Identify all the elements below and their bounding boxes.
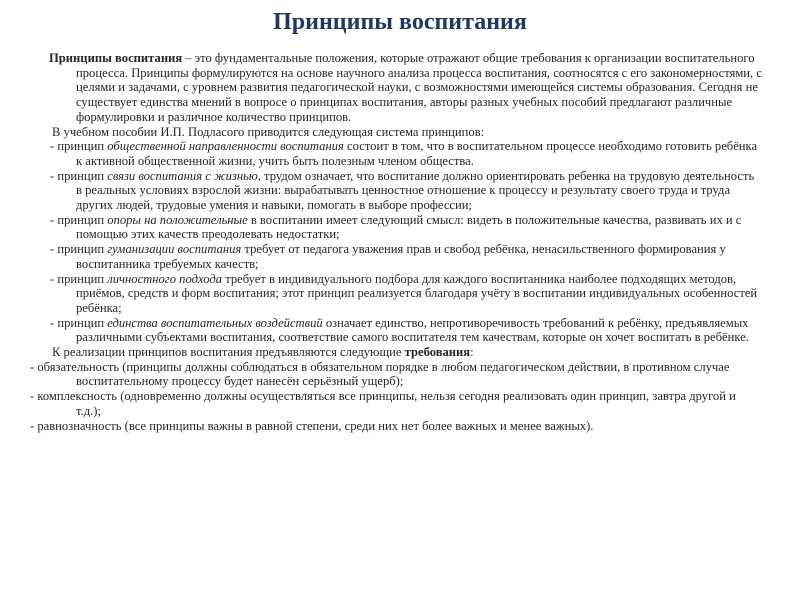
principle-text: означает единство, непротиворечивость требований к ребёнку, предъявляемых различными субъектами воспитания, соответствие самого воспитателя тем качествам, которые он хочет воспитать в ребёнке.: [76, 315, 749, 345]
principle-prefix: - принцип: [50, 139, 108, 154]
principle-prefix: - принцип: [50, 212, 108, 227]
requirement-item: [28, 389, 763, 418]
requirements-intro: [28, 345, 763, 360]
requirement-item: [28, 360, 763, 389]
intro-text: – это фундаментальные положения, которые отражают общие требования к организации воспитательного процесса. Принципы формулируются на основе научного анализа процесса воспитания, соотносятся с его закономерностями, с целями и задачами, с уровнем развития педагогической науки, с возможностями имеющейся системы образования. Сегодня не существует единства мнений в вопросе о принципах воспитания, авторы разных учебных пособий предлагают различные формулировки и различное количество принципов.: [76, 51, 762, 124]
requirements-intro-text: К реализации принципов воспитания предъявляются следующие: [52, 345, 405, 360]
principle-text: требует от педагога уважения прав и свобод ребёнка, ненасильственного формирования у воспитанника требуемых качеств;: [76, 242, 726, 271]
slide-body: [28, 51, 763, 433]
requirement-text: обязательность (принципы должны соблюдаться в обязательном порядке в любом педагогическом действии, в противном случае воспитательному процессу будет нанесён серьёзный ущерб);: [37, 359, 730, 389]
intro-term: Принципы воспитания: [49, 51, 183, 65]
requirement-text: равнозначность (все принципы важны в равной степени, среди них нет более важных и менее важных).: [37, 418, 594, 433]
requirement-text: комплексность (одновременно должны осуществляться все принципы, нельзя сегодня реализовать один принцип, завтра другой и т.д.);: [37, 389, 736, 418]
principle-text: состоит в том, что в воспитательном процессе необходимо готовить ребёнка к активной общественной жизни, учить быть полезным членом общества.: [76, 139, 758, 168]
principle-item: [28, 213, 763, 242]
principle-name: связи воспитания с жизнью: [107, 168, 258, 183]
requirement-item: [28, 419, 763, 434]
principle-name: единства воспитательных воздействий: [107, 315, 323, 330]
principle-name: общественной направленности воспитания: [107, 139, 344, 154]
principle-item: [28, 139, 763, 168]
intro-paragraph: [28, 51, 763, 125]
principle-item: [28, 169, 763, 213]
slide-title: Принципы воспитания: [273, 9, 527, 35]
principle-name: личностного подхода: [107, 271, 223, 286]
principle-text: в воспитании имеет следующий смысл: видеть в положительные качества, развивать их и с помощью этих качеств преодолевать недостатки;: [76, 212, 742, 242]
principle-prefix: - принцип: [50, 315, 108, 330]
principle-prefix: - принцип: [50, 242, 108, 257]
requirement-prefix: -: [30, 418, 38, 433]
principle-item: [28, 316, 763, 345]
requirement-prefix: -: [30, 359, 38, 374]
principle-prefix: - принцип: [50, 168, 108, 183]
principle-name: опоры на положительные: [107, 212, 248, 227]
requirements-term: требования: [404, 345, 471, 360]
principle-prefix: - принцип: [50, 271, 108, 286]
source-note: В учебном пособии И.П. Подласого приводится следующая система принципов:: [52, 124, 485, 139]
principle-item: [28, 272, 763, 316]
requirements-intro-end: :: [470, 345, 474, 360]
requirement-prefix: -: [30, 389, 38, 404]
principle-item: [28, 242, 763, 271]
principle-text: требует в индивидуального подбора для каждого воспитанника наиболее подходящих методов, приёмов, средств и форм воспитания; этот принцип реализуется благодаря учёту в воспитании индивидуальных особенностей ребёнка;: [76, 271, 758, 315]
principle-name: гуманизации воспитания: [107, 242, 242, 257]
principle-text: , трудом означает, что воспитание должно ориентировать ребенка на трудовую деятельность в реальных условиях взрослой жизни: вырабатывать ценностное отношение к процессу и результату своего труда и труда других людей, трудовые умения и навыки, помогать в выборе профессии;: [76, 168, 755, 213]
